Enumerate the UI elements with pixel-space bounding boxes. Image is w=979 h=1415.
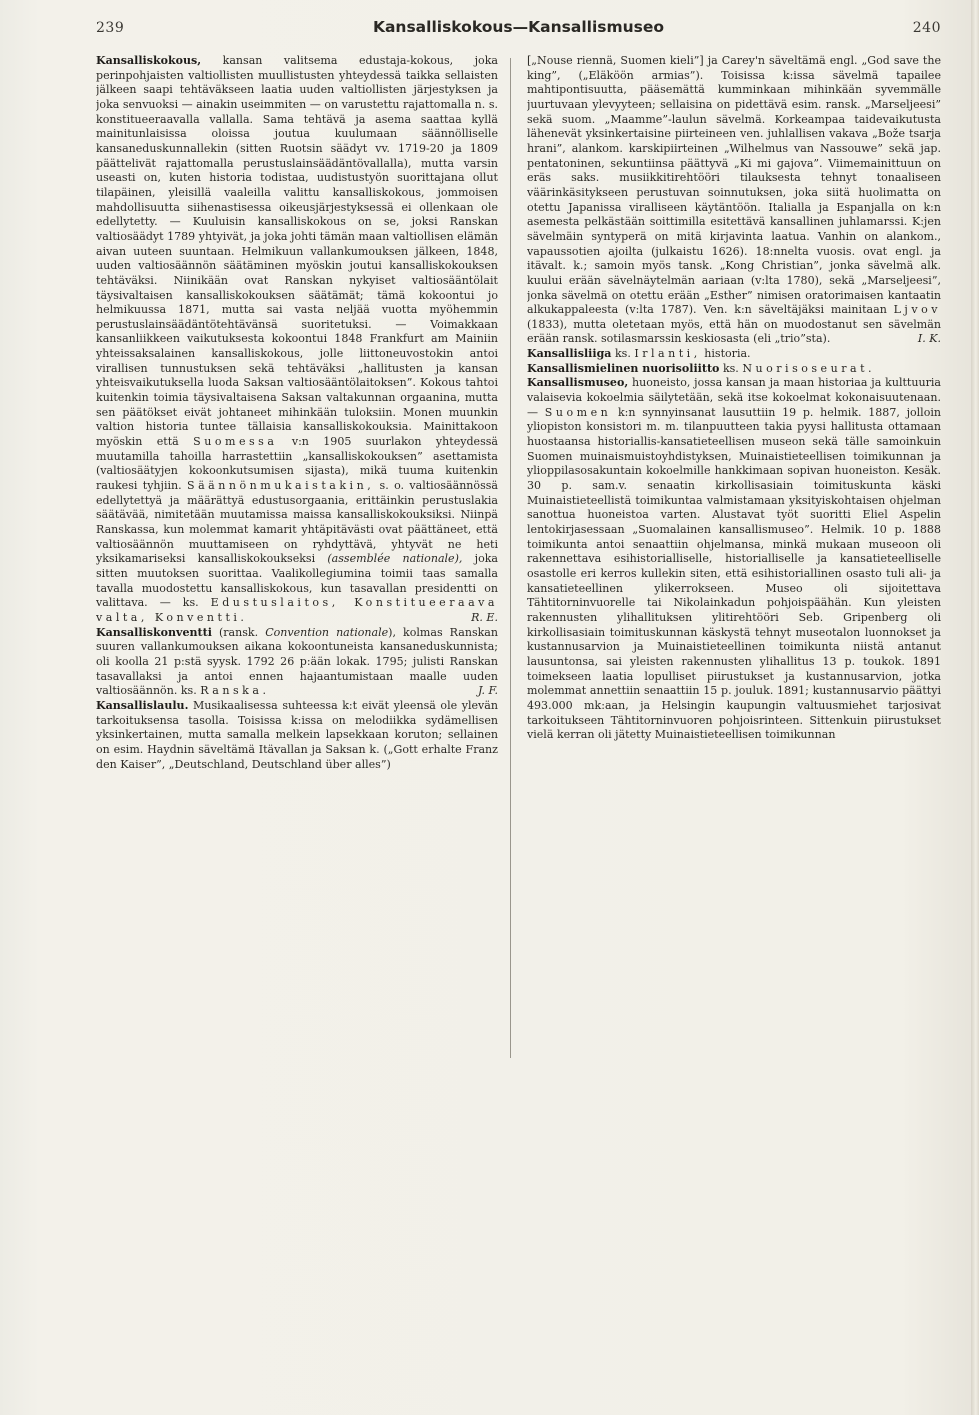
article-kansallislaulu-cont [527,54,941,347]
headword: Kansallismielinen nuorisoliitto [527,361,720,375]
headword: Kansallisliiga [527,347,612,361]
cross-reference: Ranska. [200,684,270,698]
article-text: [„Nouse riennä, Suomen kieli”] ja Carey'n säveltämä engl. „God save the king”, („Eläköön armias”). Toisissa k:issa sävelmä tapailee mahtipontisuutta, pääsemättä kumminkaan mihinkään syvemmälle juurtuvaan ylevyyteen; sellaisina on pidettävä esim. ransk. „Marseljeesi” sekä suom. „Maamme”-laulun sävelmä. Korkeampaa taidevaikutusta lähenevät yksinkertaisine piirteineen ven. juhlallisen vakava „Bože tsarja hrani”, alankom. karskipiirteinen „Wilhelmus van Nassouwe” sekä jap. pentatoninen, sekuntiinsa päättyvä „Ki mi gajova”. Viimemainittuun on eräs saks. musiikkitirehtööri tilauksesta tehnyt tonaaliseen väärinkäsitykseen perustuvan soinnutuksen, joka siitä huolimatta on otettu Japanissa viralliseen käytäntöön. Italialla ja Espanjalla on k:n asemesta pelkästään soittimilla esitettävä kansallinen juhlamarssi. K:jen sävelmäin syntyperä on mitä kirjavinta laatua. Vanhin on alankom., vapaussotien ajoilta (julkaistu 1626). 18:nnelta vuosis. ovat engl. ja itävalt. k.; samoin myös tansk. „Kong Christian”, jonka sävelmä alk. kuului erään sävelnäytelmän aariaan (v:lta 1780), sekä „Marseljeesi”, jonka sävelmä on otettu erään „Esther” nimisen oratorimaisen kantaatin alkukappaleesta (v:lta 1787). Ven. k:n säveltäjäksi mainitaan [527,54,941,317]
left-column [96,54,498,1404]
article-text: kansan valitsema edustaja-kokous, joka perinpohjaisten valtiollisten muullistusten yhteydessä taikka sellaisten jälkeen saapi tehtäväkseen laatia uuden valtiollisten järjestyksen ja joka senvuoksi — ainakin useimmiten — on varustettu rajattomalla n. s. konstitueeraavalla vallalla. Sama tehtävä ja asema saattaa kyllä mainitunlaisissa oloissa joutua kuulumaan säännölliselle kansaneduskunnallekin (sitten Ruotsin säädyt vv. 1719-20 ja 1809 päättelivät rajattomalla perustuslainsäädäntövallalla), mutta varsin useasti on, kuten historia todistaa, uudistustyön suorittajana ollut tilapäinen, yleisillä vaaleilla valittu kansalliskokous, jommoisen mahdollisuutta siihenastisessa oikeusjärjestyksessä ei ollenkaan ole edellytetty. — Kuuluisin kansalliskokous on se, joksi Ranskan valtiosäädyt 1789 yhtyivät, ja joka johti tämän maan valtiollisen elämän aivan uuteen suuntaan. Helmikuun vallankumouksen jälkeen, 1848, uuden valtiosäännön säätäminen myöskin joutui kansalliskokouksen tehtäväksi. Niinikään ovat Ranskan nykyiset valtiosääntölait täysivaltaisen kansalliskokouksen säätämät; tämä kokoontui jo helmikuussa 1871, mutta sai vasta neljää vuotta myöhemmin perustuslainsäädäntötehtävänsä suoritetuksi. — Voimakkaan kansanliikkeen vaikutuksesta kokoontui 1848 Frankfurt am Mainiin yhteissaksalainen kansalliskokous, jolle liittoneuvostokin antoi virallisen tunnustuksen sekä tehtäväksi „hallitusten ja kansan yhteisvaikutuksella luoda Saksan valtiosääntölaitoksen”. Kokous tahtoi kuitenkin toimia täysivaltaisena Saksan valtakunnan orgaanina, mutta sen päätökset eivät johtaneet mihinkään tuloksiin. Monen muunkin valtion historia tuntee tällaisia kansalliskokouksia. Mainittakoon myöskin että [96,54,498,449]
page-number-left: 239 [96,20,125,36]
article-text: ks. [722,361,739,375]
article-text: (1833), mutta oletetaan myös, että hän on muodostanut sen sävelmän erään ransk. sotilasmarssin keskiosasta (eli „trio”sta). [527,317,941,346]
article-text: (ransk. [218,625,259,639]
right-column [527,54,941,1404]
article-text: historia. [704,347,751,361]
author-signature: R. E. [471,610,498,624]
article-text: s. o. valtiosäännössä edellytettyä ja määrättyä edustusorgaania, erittäinkin perustuslakia säätävää, nimitetään muutamissa maissa kansalliskokouksiksi. Niinpä Ranskassa, kun molemmat kamarit yhtäpitävästi ovat päättäneet, että valtiosäännön muuttamiseen on ryhdyttävä, yhtyvät ne heti yksikamariseksi kansalliskokoukseksi [96,479,498,566]
spaced-term: Suomessa [193,435,278,449]
headword: Kansalliskonventti [96,625,212,639]
article-text: ), kolmas Ranskan suuren vallankumouksen aikana kokoontuneista kansaneduskunnista; oli koolla 21 p:stä syysk. 1792 26 p:ään lokak. 1795; julisti Ranskan tasavallaksi ja antoi ennen hajaantumistaan maalle uuden valtiosäännön. ks. [96,625,498,698]
page-number-right: 240 [912,20,941,36]
spaced-term: Suomen [544,405,612,419]
headword: Kansallislaulu. [96,698,189,712]
article-kansallismuseo [527,376,941,742]
spaced-term: Ljvov [893,303,941,317]
cross-reference: Irlanti, [634,347,701,361]
headword: Kansalliskokous, [96,54,202,67]
article-kansallisliiga [527,347,941,362]
article-text: joka sitten muutoksen suorittaa. Vaalikollegiumina toimii taas samalla tavalla muodostettu kansalliskokous, kun tasavallan presidentti on valittava. — ks. [96,552,498,610]
author-signature: I. K. [917,332,941,346]
article-text: k:n synnyinsanat lausuttiin 19 p. helmik. 1887, jolloin yliopiston konsistori m. m. tilanpuutteen takia pyysi hallitusta ottamaan huostaansa historiallis-kansatieteellisen museon sekä tälle samoinkuin Suomen muinaismuistoyhdistyksen, Muinaistieteellisen toimikunnan ja ylioppilasosakuntain kokoelmille hankkimaan sopivan huoneiston. Kesäk. 30 p. sam.v. senaatin kirkollisasiain toimituskunta käski Muinaistieteellistä toimikuntaa valmistamaan yksityiskohtaisen ohjelman sanottua huoneistoa varten. Alustavat työt suoritti Eliel Aspelin lentokirjasessaan „Suomalainen kansallismuseo”. Helmik. 10 p. 1888 toimikunta antoi senaattiin ohjelmansa, minkä mukaan museoon oli rakennettava esihistorialliselle, historialliselle ja kansatieteelliselle osastolle eri kerros kullekin siten, että esihistoriallinen osasto tuli ali- ja kansatieteellinen ylikerrokseen. Museo oli sijoitettava Tähtitorninvuorelle tai Nikolainkadun pohjoispäähän. Kun yleisten rakennusten ylihallituksen ylitirehtööri Seb. Gripenberg oli kirkollisasiain toimituskunnan käskystä tehnyt museotalon luonnokset ja kustannusarvion ja Muinaistieteellinen toimikunta niistä antanut lausuntonsa, sai yleisten rakennusten ylihallitus 13 p. toukok. 1891 toimekseen laatia lopulliset piirustukset ja kustannusarvion, jotka molemmat annettiin senaattiin 15 p. jouluk. 1891; kustannusarvio päättyi 493.000 mk:aan, ja Helsingin kaupungin valtuusmiehet tarjosivat tarkoitukseen Tähtitorninvuoren pohjoisrinteen. Sittenkuin piirustukset vielä kerran oli jätetty Muinaistieteellisen toimikunnan [527,405,941,742]
column-rule [510,58,511,1058]
article-text: v:n 1905 suurlakon yhteydessä muutamilla tahoilla harrastettiin „kansalliskokouksen” asettamista (valtiosäätyjen kokoonkutsumisen sijasta), mikä tuuma kuitenkin raukesi tyhjiin. [96,435,498,493]
running-head: Kansalliskokous—Kansallismuseo [372,18,665,36]
article-kansallismielinen-nuorisoliitto [527,362,941,377]
headword: Kansallismuseo, [527,376,629,390]
article-kansalliskonventti [96,626,498,699]
article-kansallislaulu [96,699,498,772]
italic-term: (assemblée nationale), [327,552,463,566]
article-text: ks. [614,347,631,361]
page-header [96,20,941,42]
article-text: huoneisto, jossa kansan ja maan historiaa ja kulttuuria valaisevia kokoelmia säilytetään, sekä itse kokoelmat kokonaisuutenaan. — [527,376,941,419]
author-signature: J. F. [477,684,498,698]
spaced-term: Säännönmukaistakin, [187,479,375,493]
italic-term: Convention nationale [265,625,389,639]
page-edge [971,0,979,1415]
cross-reference: Nuorisoseurat. [742,361,876,375]
article-kansalliskokous [96,54,498,626]
article-text: Musikaalisessa suhteessa k:t eivät yleensä ole ylevän tarkoituksensa tasolla. Toisissa k:issa on melodiikka sydämellisen yksinkertainen, mutta samalla melkein lapsekkaan koruton; sellainen on esim. Haydnin säveltämä Itävallan ja Saksan k. („Gott erhalte Franz den Kaiser”, „Deutschland, Deutschland über alles”) [96,698,498,771]
cross-reference: Edustuslaitos, Konstitueeraava valta, Konventti. [96,596,498,624]
